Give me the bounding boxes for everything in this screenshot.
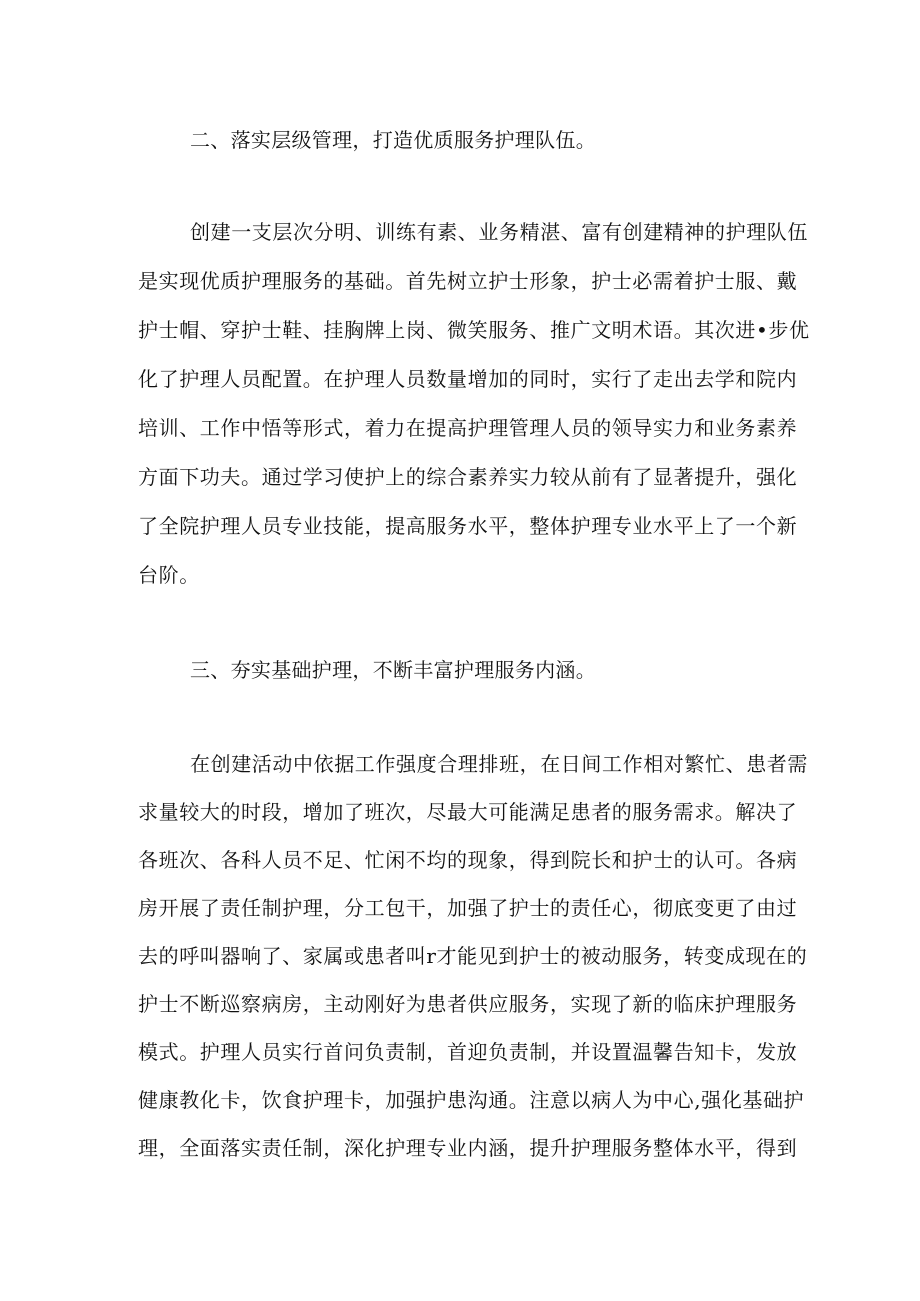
paragraph-line: 护士帽、穿护士鞋、挂胸牌上岗、微笑服务、推广文明术语。其次进•步优	[138, 318, 810, 342]
paragraph-line: 房开展了责任制护理，分工包干，加强了护士的责任心，彻底变更了由过	[138, 896, 798, 920]
paragraph-line: 在创建活动中依据工作强度合理排班，在日间工作相对繁忙、患者需	[190, 752, 808, 776]
section-2-heading: 二、落实层级管理，打造优质服务护理队伍。	[190, 128, 596, 152]
paragraph-line: 求量较大的时段，增加了班次，尽最大可能满足患者的服务需求。解决了	[138, 800, 798, 824]
paragraph-line: 去的呼叫器响了、家属或患者叫r才能见到护士的被动服务，转变成现在的	[138, 944, 808, 968]
paragraph-line: 培训、工作中悟等形式，着力在提高护理管理人员的领导实力和业务素养	[138, 416, 798, 440]
paragraph-line: 了全院护理人员专业技能，提高服务水平，整体护理专业水平上了一个新	[138, 514, 798, 538]
paragraph-line: 护士不断巡察病房，主动刚好为患者供应服务，实现了新的临床护理服务	[138, 992, 798, 1016]
paragraph-line: 化了护理人员配置。在护理人员数量增加的同时，实行了走出去学和院内	[138, 367, 798, 391]
paragraph-line: 台阶。	[138, 563, 200, 587]
paragraph-line: 各班次、各科人员不足、忙闲不均的现象，得到院长和护士的认可。各病	[138, 848, 798, 872]
section-3-heading: 三、夯实基础护理，不断丰富护理服务内涵。	[190, 658, 596, 682]
paragraph-line: 理，全面落实责任制，深化护理专业内涵，提升护理服务整体水平，得到	[138, 1136, 798, 1160]
paragraph-line: 模式。护理人员实行首问负责制，首迎负责制，并设置温馨告知卡，发放	[138, 1040, 798, 1064]
paragraph-line: 方面下功夫。通过学习使护上的综合素养实力较从前有了显著提升，强化	[138, 465, 798, 489]
paragraph-line: 是实现优质护理服务的基础。首先树立护士形象，护士必需着护士服、戴	[138, 269, 798, 293]
paragraph-line: 创建一支层次分明、训练有素、业务精湛、富有创建精神的护理队伍	[190, 220, 808, 244]
paragraph-line: 健康教化卡，饮食护理卡，加强护患沟通。注意以病人为中心,强化基础护	[138, 1088, 805, 1112]
